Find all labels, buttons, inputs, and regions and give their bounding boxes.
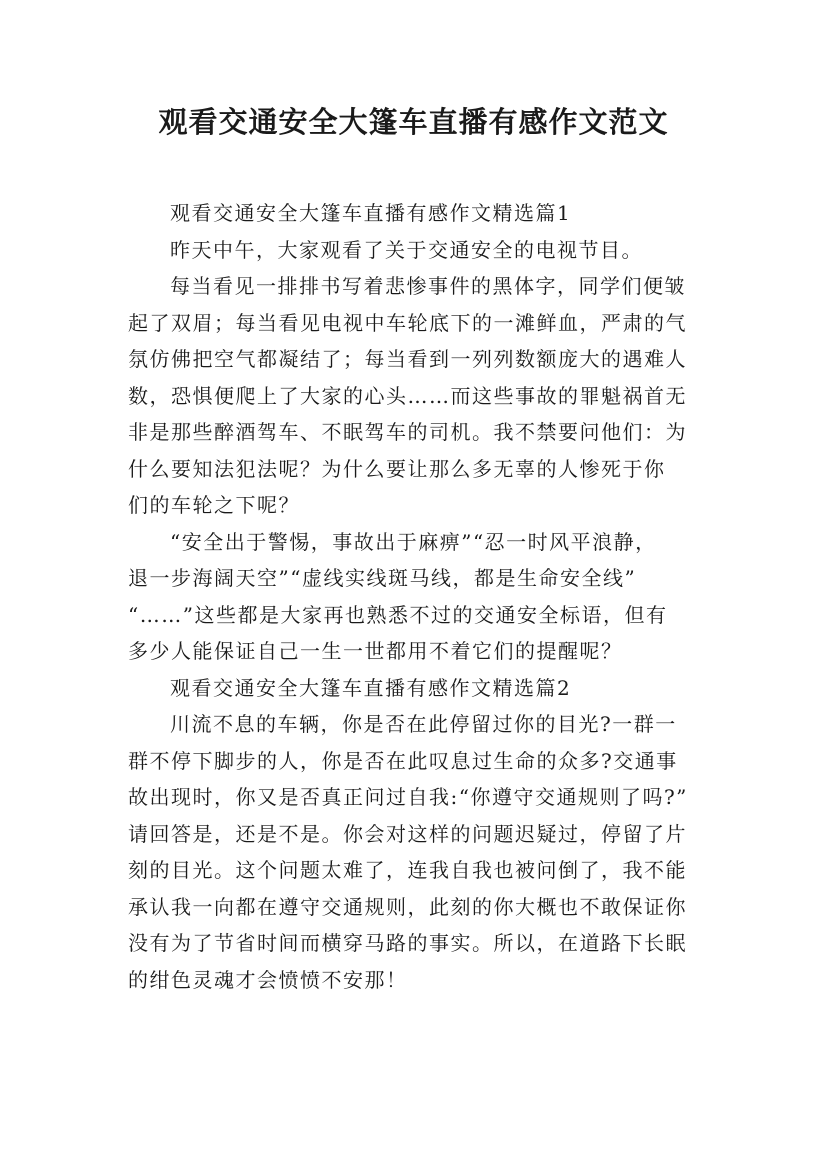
paragraph-line: 没有为了节省时间而横穿马路的事实。所以，在道路下长眠	[128, 931, 687, 955]
paragraph-line: 故出现时，你又是否真正问过自我:“你遵守交通规则了吗?”	[128, 785, 688, 809]
paragraph-line: 每当看见一排排书写着悲惨事件的黑体字，同学们便皱	[170, 274, 686, 298]
paragraph-line: 数，恐惧便爬上了大家的心头……而这些事故的罪魁祸首无	[128, 383, 687, 408]
paragraph-line: 氛仿佛把空气都凝结了；每当看到一列列数额庞大的遇难人	[128, 347, 687, 371]
paragraph-line: 请回答是，还是不是。你会对这样的问题迟疑过，停留了片	[128, 821, 687, 846]
document-body	[128, 195, 708, 998]
paragraph-line: 承认我一向都在遵守交通规则，此刻的你大概也不敢保证你	[128, 894, 687, 919]
paragraph-line: “安全出于警惕，事故出于麻痹”“忍一时风平浪静，	[170, 529, 657, 554]
paragraph-line: “……”这些都是大家再也熟悉不过的交通安全标语，但有	[128, 602, 668, 627]
paragraph-line: 刻的目光。这个问题太难了，连我自我也被问倒了，我不能	[128, 858, 687, 882]
section-heading-1: 观看交通安全大篷车直播有感作文精选篇1	[170, 201, 572, 225]
paragraph-line: 起了双眉；每当看见电视中车轮底下的一滩鲜血，严肃的气	[128, 310, 687, 335]
paragraph-line: 非是那些醉酒驾车、不眠驾车的司机。我不禁要问他们：为	[128, 420, 687, 444]
paragraph-line: 退一步海阔天空”“虚线实线斑马线，都是生命安全线”	[128, 566, 637, 590]
section-heading-2: 观看交通安全大篷车直播有感作文精选篇2	[170, 675, 572, 700]
paragraph-line: 多少人能保证自己一生一世都用不着它们的提醒呢？	[128, 639, 623, 663]
paragraph-line: 川流不息的车辆，你是否在此停留过你的目光?一群一	[170, 712, 677, 736]
paragraph-line: 群不停下脚步的人，你是否在此叹息过生命的众多?交通事	[128, 748, 678, 773]
document-title: 观看交通安全大篷车直播有感作文范文	[158, 105, 669, 139]
paragraph-line: 的绀色灵魂才会愤愤不安那！	[128, 967, 408, 992]
paragraph-line: 们的车轮之下呢？	[128, 493, 300, 517]
paragraph-line: 什么要知法犯法呢？为什么要让那么多无辜的人惨死于你	[128, 456, 666, 481]
paragraph-line: 昨天中午，大家观看了关于交通安全的电视节目。	[170, 237, 643, 262]
